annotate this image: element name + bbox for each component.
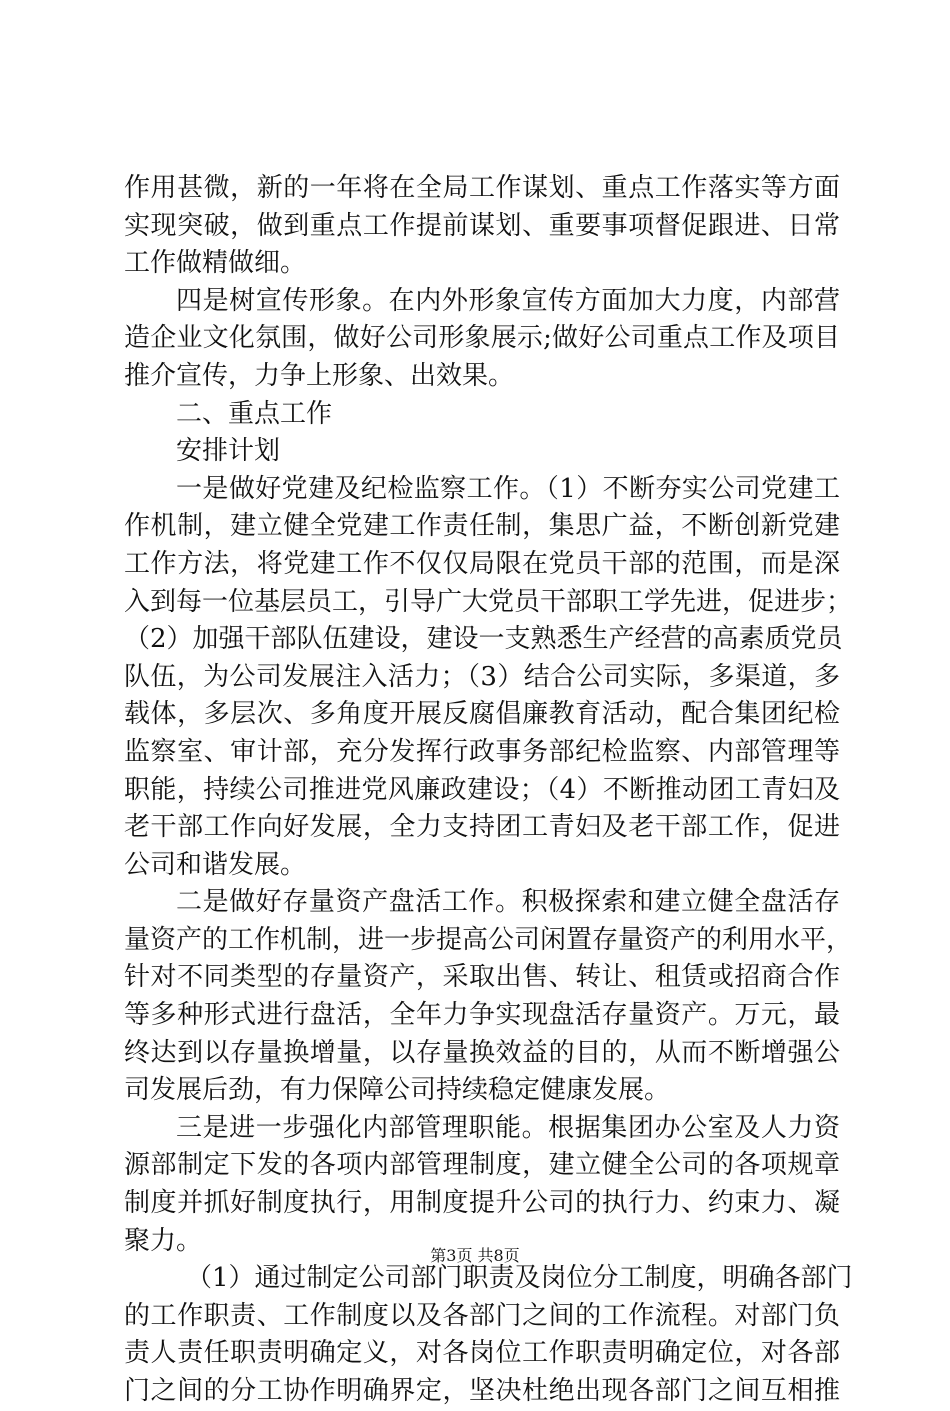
text-line: 推介宣传，力争上形象、出效果。 (124, 360, 515, 391)
text-line: 队伍，为公司发展注入活力；（3）结合公司实际，多渠道，多 (124, 661, 840, 692)
text-line: 老干部工作向好发展，全力支持团工青妇及老干部工作，促进 (124, 812, 840, 843)
text-line: 责人责任职责明确定义，对各岗位工作职责明确定位，对各部 (124, 1338, 840, 1369)
text-line: （1）通过制定公司部门职责及岗位分工制度，明确各部门 (186, 1263, 853, 1294)
text-line: 司发展后劲，有力保障公司持续稳定健康发展。 (124, 1075, 671, 1106)
text-line: 一是做好党建及纪检监察工作。（1）不断夯实公司党建工 (176, 473, 840, 504)
text-line: 载体，多层次、多角度开展反腐倡廉教育活动，配合集团纪检 (124, 699, 840, 730)
text-line: 聚力。 (124, 1225, 203, 1256)
text-line: 门之间的分工协作明确界定，坚决杜绝出现各部门之间互相推 (124, 1376, 840, 1406)
text-line: 针对不同类型的存量资产，采取出售、转让、租赁或招商合作 (124, 962, 840, 993)
text-line: 制度并抓好制度执行，用制度提升公司的执行力、约束力、凝 (124, 1188, 840, 1219)
body-text (124, 170, 853, 1411)
text-line: 作机制，建立健全党建工作责任制，集思广益，不断创新党建 (124, 511, 840, 542)
text-line: 量资产的工作机制，进一步提高公司闲置存量资产的利用水平， (124, 924, 853, 955)
page-footer: 第3页 共8页 (430, 1246, 520, 1265)
text-line: 职能，持续公司推进党风廉政建设；（4）不断推动团工青妇及 (124, 774, 840, 805)
text-line: 四是树宣传形象。在内外形象宣传方面加大力度，内部营 (176, 285, 840, 316)
text-line: 监察室、审计部，充分发挥行政事务部纪检监察、内部管理等 (124, 736, 840, 767)
text-line: 工作做精做细。 (124, 248, 307, 279)
text-line: 公司和谐发展。 (124, 849, 307, 880)
text-line: 源部制定下发的各项内部管理制度，建立健全公司的各项规章 (124, 1150, 840, 1181)
text-line: （2）加强干部队伍建设，建设一支熟悉生产经营的高素质党员 (124, 624, 843, 655)
text-line: 工作方法，将党建工作不仅仅局限在党员干部的范围，而是深 (124, 548, 840, 579)
text-line: 造企业文化氛围，做好公司形象展示;做好公司重点工作及项目 (124, 323, 840, 354)
text-line: 作用甚微，新的一年将在全局工作谋划、重点工作落实等方面 (124, 173, 840, 203)
text-line: 三是进一步强化内部管理职能。根据集团办公室及人力资 (176, 1112, 840, 1143)
text-line: 二是做好存量资产盘活工作。积极探索和建立健全盘活存 (176, 887, 840, 918)
text-line: 等多种形式进行盘活，全年力争实现盘活存量资产。万元，最 (124, 1000, 840, 1031)
text-line: 入到每一位基层员工，引导广大党员干部职工学先进，促进步； (124, 586, 853, 617)
section-heading: 安排计划 (176, 436, 281, 467)
text-line: 实现突破，做到重点工作提前谋划、重要事项督促跟进、日常 (124, 210, 840, 241)
text-line: 终达到以存量换增量，以存量换效益的目的，从而不断增强公 (124, 1037, 840, 1068)
text-line: 的工作职责、工作制度以及各部门之间的工作流程。对部门负 (124, 1300, 840, 1331)
section-heading: 二、重点工作 (176, 398, 333, 429)
